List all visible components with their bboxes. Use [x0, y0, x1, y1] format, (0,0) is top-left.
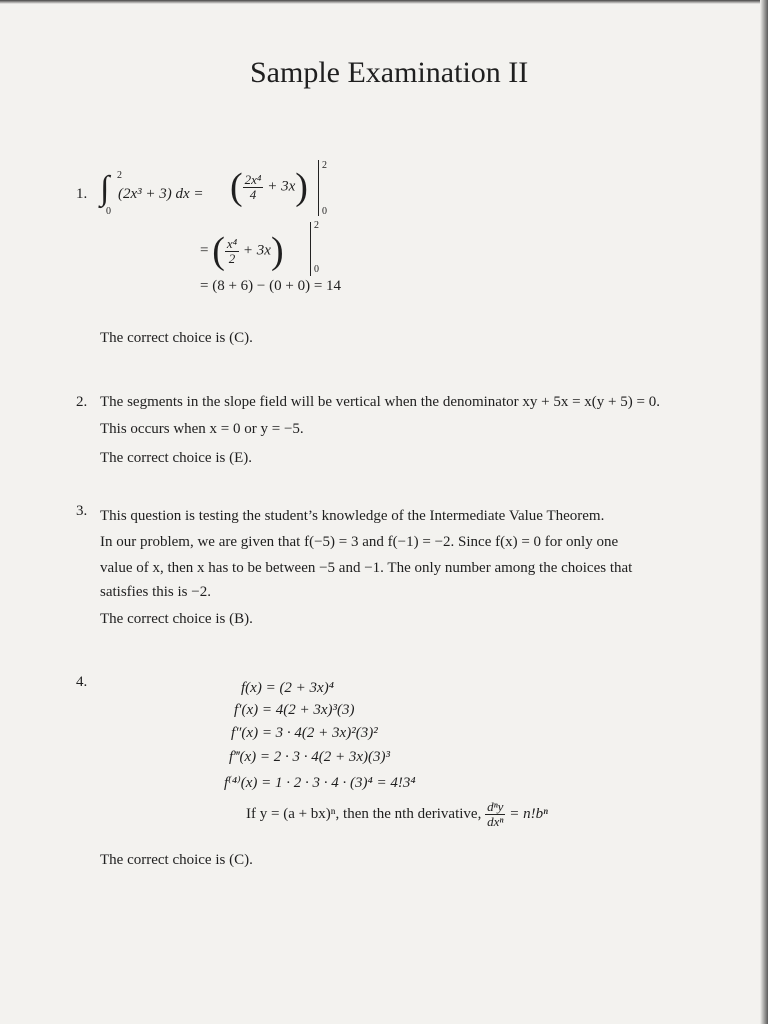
- general-rule: [246, 800, 548, 829]
- fraction-denominator: 4: [249, 186, 257, 202]
- antiderivative-term: + 3x: [267, 178, 296, 195]
- derivative-equation: f‴(x) = 2 · 3 · 4(2 + 3x)(3)³: [229, 749, 390, 765]
- eval-lower-limit: 0: [314, 264, 319, 275]
- fraction-denominator: 2: [228, 250, 236, 266]
- page-top-edge: [0, 0, 768, 4]
- explanation-line: value of x, then x has to be between −5 and −1. The only number among the choices that: [100, 560, 633, 576]
- integrand: (2x³ + 3) dx =: [118, 186, 204, 202]
- fraction-numerator: dⁿy: [487, 799, 504, 814]
- question-number: 3.: [76, 503, 88, 519]
- answer-line: The correct choice is (C).: [100, 330, 253, 346]
- fraction-denominator: dxⁿ: [487, 814, 504, 829]
- explanation-line: In our problem, we are given that f(−5) = 3 and f(−1) = −2. Since f(x) = 0 for only one: [100, 534, 619, 550]
- fraction-numerator: 2x⁴: [244, 171, 262, 187]
- page-edge-shadow: [760, 0, 768, 1024]
- derivative-equation: f″(x) = 3 · 4(2 + 3x)²(3)²: [231, 725, 378, 741]
- page-title: Sample Examination II: [250, 56, 529, 89]
- derivative-equation: f′(x) = 4(2 + 3x)³(3): [234, 702, 355, 718]
- antiderivative-step-1: ( $\frac{\text{2x⁴}}{4}$ + 3x): [230, 166, 308, 208]
- eval-lower-limit: 0: [322, 206, 327, 217]
- explanation-line: This question is testing the student’s knowledge of the Intermediate Value Theorem.: [100, 508, 605, 524]
- general-rule-result: = n!bⁿ: [509, 805, 548, 822]
- explanation-line: The segments in the slope field will be vertical when the denominator xy + 5x = x(y + 5) = 0.: [100, 394, 660, 410]
- derivative-equation: f⁽⁴⁾(x) = 1 · 2 · 3 · 4 · (3)⁴ = 4!3⁴: [224, 775, 416, 791]
- answer-line: The correct choice is (E).: [100, 450, 252, 466]
- general-rule-lead: If y = (a + bx)ⁿ, then the nth derivative,: [246, 805, 482, 822]
- integral-sign: ∫: [100, 170, 110, 207]
- evaluation-bar: [318, 160, 319, 216]
- question-number: 4.: [76, 674, 88, 690]
- evaluation-result: = (8 + 6) − (0 + 0) = 14: [200, 278, 342, 294]
- answer-line: The correct choice is (B).: [100, 611, 253, 627]
- explanation-line: satisfies this is −2.: [100, 584, 211, 600]
- derivative-equation: f(x) = (2 + 3x)⁴: [241, 680, 334, 696]
- integral-lower-limit: 0: [106, 206, 111, 217]
- eval-upper-limit: 2: [322, 160, 327, 171]
- eval-upper-limit: 2: [314, 220, 319, 231]
- explanation-line: This occurs when x = 0 or y = −5.: [100, 421, 304, 437]
- fraction-numerator: x⁴: [226, 235, 238, 251]
- integral-upper-limit: 2: [117, 170, 122, 181]
- evaluation-bar: [310, 222, 311, 276]
- answer-line: The correct choice is (C).: [100, 852, 253, 868]
- antiderivative-step-2: = ( $\frac{\text{x⁴}}{2}$ + 3x): [200, 230, 284, 272]
- question-number: 2.: [76, 394, 88, 410]
- antiderivative-term: + 3x: [242, 242, 271, 259]
- question-number: 1.: [76, 186, 88, 202]
- equals-sign: =: [200, 242, 209, 259]
